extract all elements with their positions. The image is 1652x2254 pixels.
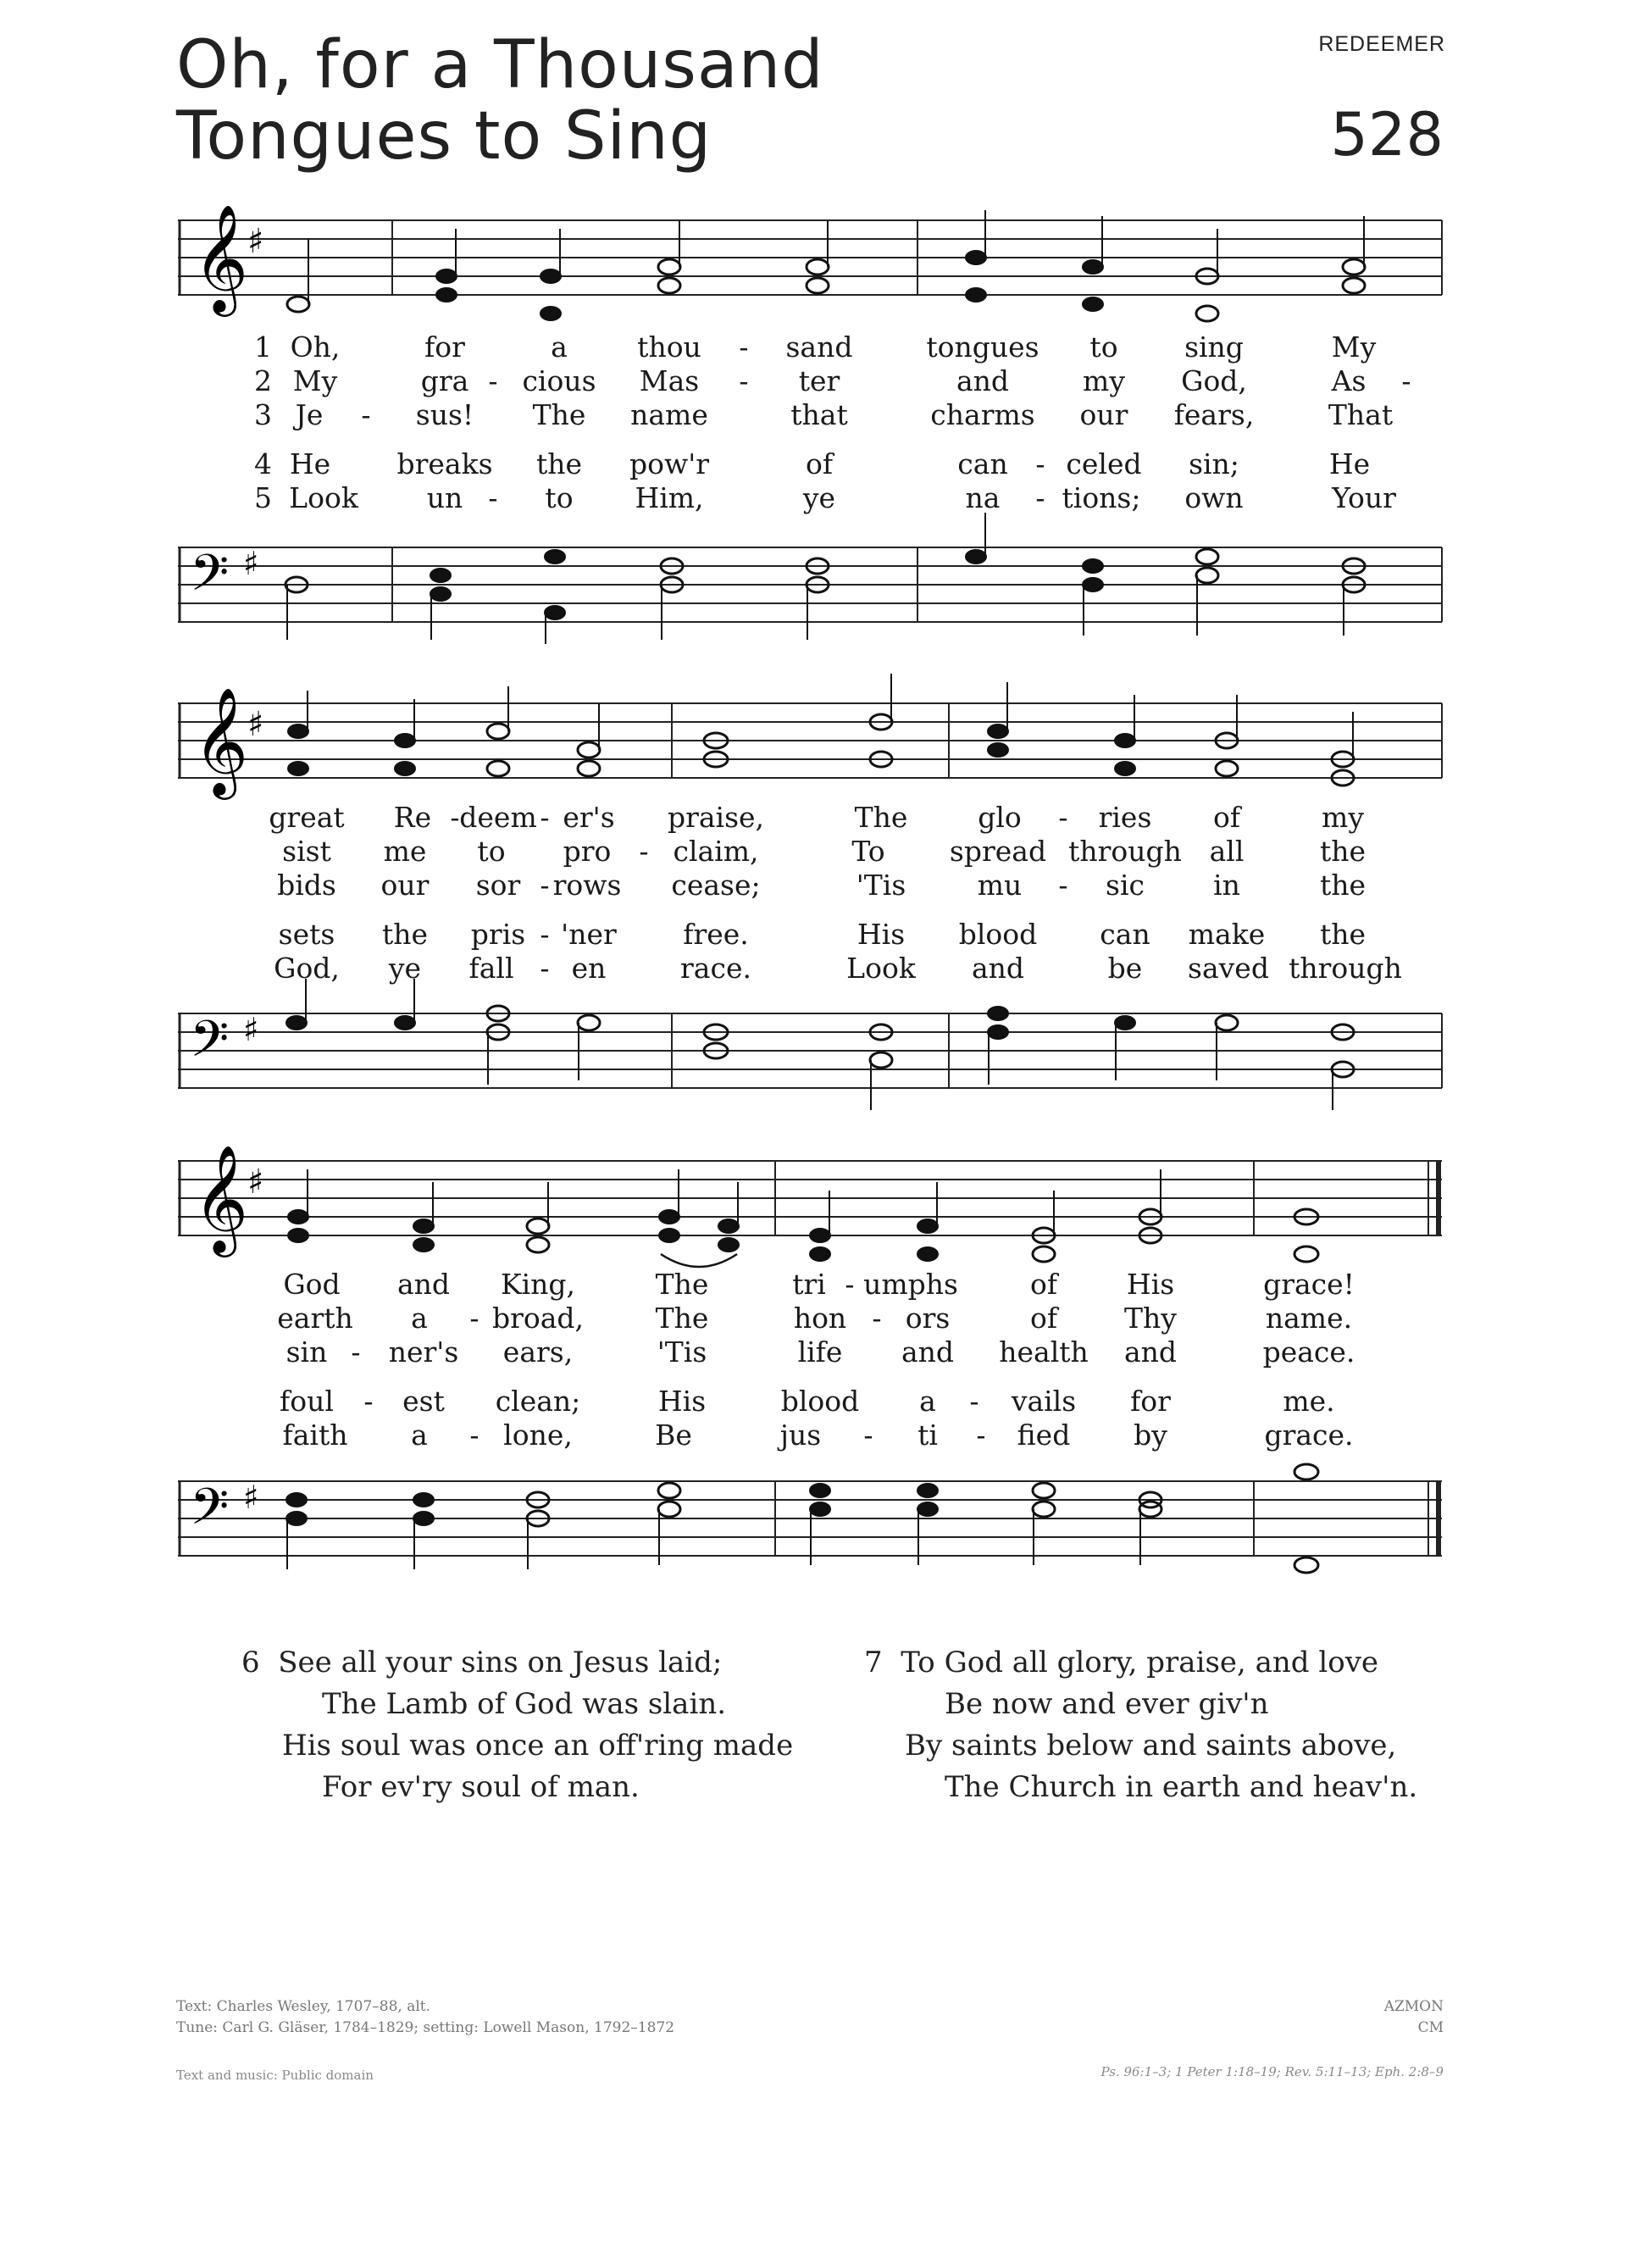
lyric-syllable: our (1079, 398, 1128, 431)
lyric-syllable: ors (905, 1302, 951, 1335)
lyric-syllable: Je (295, 398, 324, 431)
lyric-line (0, 481, 1652, 515)
lyric-syllable: of (1029, 1268, 1058, 1301)
lyric-line (0, 364, 1652, 398)
lyric-syllable: sing (1184, 330, 1244, 364)
lyric-syllable: jus (779, 1418, 822, 1452)
lyric-syllable: 'Tis (856, 869, 906, 902)
lyric-syllable: pow'r (629, 447, 710, 480)
lyric-syllable: - (361, 398, 371, 431)
lyric-syllable: that (790, 398, 848, 431)
lyric-syllable: - (639, 835, 649, 868)
stanza-6 (241, 1642, 793, 1808)
lyric-syllable: ye (802, 481, 836, 514)
lyric-syllable: ears, (502, 1335, 574, 1368)
lyric-syllable: a (411, 1302, 428, 1335)
sharp-icon: ♯ (247, 222, 264, 261)
stanza-line: To God all glory, praise, and love (901, 1646, 1379, 1679)
lyric-syllable: race. (680, 952, 751, 985)
lyric-syllable: God, (274, 952, 340, 985)
lyric-syllable: - (739, 330, 749, 364)
scripture-references: Ps. 96:1–3; 1 Peter 1:18–19; Rev. 5:11–13; Eph. 2:8–9 (1100, 2064, 1444, 2079)
lyric-syllable: gra (420, 364, 469, 397)
lyric-syllable: deem (459, 801, 537, 834)
sharp-icon: ♯ (247, 705, 264, 744)
lyric-syllable: - (450, 801, 460, 834)
lyric-syllable: the (381, 918, 429, 951)
lyric-syllable: - (863, 1418, 873, 1452)
lyric-syllable: sets (278, 918, 335, 951)
lyric-syllable: 'Tis (657, 1335, 707, 1368)
lyric-syllable: of (805, 447, 834, 480)
bass-staff-1 (0, 525, 1652, 644)
lyric-syllable: blood (780, 1385, 860, 1418)
treble-clef-icon: 𝄞 (193, 1144, 249, 1252)
lyric-syllable: ti (917, 1418, 938, 1452)
lyric-line (0, 1418, 1652, 1452)
lyric-syllable: a (551, 330, 568, 364)
lyric-syllable: - (1401, 364, 1411, 397)
lyric-syllable: rows (552, 869, 622, 902)
lyric-syllable: celed (1066, 447, 1142, 480)
lyric-syllable: 3 (254, 398, 272, 431)
lyric-syllable: a (919, 1385, 936, 1418)
sharp-icon: ♯ (243, 1011, 259, 1048)
tune-credit: Tune: Carl G. Gläser, 1784–1829; setting: Lowell Mason, 1792–1872 (176, 2019, 675, 2036)
lyric-syllable: That (1328, 398, 1394, 431)
lyric-syllable: The (854, 801, 908, 834)
lyric-syllable: and (1123, 1335, 1178, 1368)
text-credit: Text: Charles Wesley, 1707–88, alt. (176, 1998, 431, 2015)
lyric-syllable: en (571, 952, 607, 985)
stanza-line: The Church in earth and heav'n. (945, 1770, 1418, 1804)
meter: CM (1417, 2019, 1444, 2036)
treble-clef-icon: 𝄞 (193, 686, 249, 795)
stanza-line: The Lamb of God was slain. (322, 1687, 727, 1721)
lyric-syllable: - (488, 364, 498, 397)
lyric-syllable: - (540, 801, 550, 834)
lyric-syllable: Him, (635, 481, 704, 514)
lyric-syllable: hon (793, 1302, 847, 1335)
lyric-syllable: - (363, 1385, 374, 1418)
lyric-syllable: - (976, 1418, 986, 1452)
stanza-number: 7 (864, 1646, 883, 1679)
hymn-title-line-1: Oh, for a Thousand (176, 27, 824, 103)
lyric-syllable: to (477, 835, 506, 868)
lyric-syllable: and (396, 1268, 451, 1301)
lyric-syllable: - (488, 481, 498, 514)
lyric-syllable: peace. (1262, 1335, 1355, 1368)
bass-clef-icon: 𝄢 (190, 1477, 230, 1548)
stanza-7 (864, 1642, 1417, 1808)
lyric-syllable: in (1213, 869, 1240, 902)
lyric-syllable: God (283, 1268, 341, 1301)
lyric-syllable: - (1035, 481, 1045, 514)
stanza-line: His soul was once an off'ring made (282, 1729, 794, 1763)
lyric-syllable: Look (289, 481, 358, 514)
lyric-syllable: - (540, 918, 550, 951)
lyric-syllable: tions; (1062, 481, 1141, 514)
lyric-syllable: the (1319, 869, 1367, 902)
lyric-syllable: Thy (1124, 1302, 1177, 1335)
lyric-syllable: He (1328, 447, 1371, 480)
bass-clef-icon: 𝄢 (190, 543, 230, 614)
lyric-syllable: charms (930, 398, 1035, 431)
lyric-line (0, 398, 1652, 432)
lyric-syllable: of (1029, 1302, 1058, 1335)
lyric-syllable: tri (792, 1268, 826, 1301)
hymn-number: 528 (1330, 100, 1444, 169)
lyric-syllable: Oh, (290, 330, 341, 364)
lyric-syllable: sic (1106, 869, 1145, 902)
lyric-syllable: by (1134, 1418, 1167, 1452)
lyric-syllable: fears, (1173, 398, 1255, 431)
lyric-syllable: grace! (1263, 1268, 1355, 1301)
lyric-line (0, 952, 1652, 985)
lyric-syllable: cious (522, 364, 596, 397)
lyric-line (0, 1385, 1652, 1418)
lyric-syllable: own (1184, 481, 1244, 514)
lyric-syllable: - (969, 1385, 979, 1418)
credits-block (176, 1996, 674, 2039)
lyric-syllable: Re (393, 801, 432, 834)
lyric-syllable: saved (1188, 952, 1269, 985)
lyric-syllable: glo (978, 801, 1022, 834)
lyric-syllable: Be (655, 1418, 692, 1452)
lyric-syllable: pro (563, 835, 612, 868)
treble-clef-icon: 𝄞 (193, 203, 249, 312)
lyric-syllable: can (957, 447, 1008, 480)
lyric-syllable: blood (958, 918, 1038, 951)
stanza-line: Be now and ever giv'n (945, 1687, 1269, 1721)
lyric-syllable: our (380, 869, 430, 902)
lyric-syllable: na (965, 481, 1001, 514)
lyric-syllable: make (1188, 918, 1266, 951)
lyric-line (0, 447, 1652, 481)
treble-staff-2 (0, 678, 1652, 813)
lyric-syllable: to (1089, 330, 1118, 364)
lyric-syllable: through (1289, 952, 1402, 985)
lyric-syllable: est (402, 1385, 445, 1418)
lyric-syllable: and (956, 364, 1010, 397)
lyric-syllable: er's (563, 801, 615, 834)
lyric-syllable: 1 (254, 330, 272, 364)
lyric-line (0, 918, 1652, 952)
lyric-syllable: through (1068, 835, 1182, 868)
lyric-syllable: cease; (671, 869, 761, 902)
lyric-syllable: - (540, 869, 550, 902)
lyric-line (0, 869, 1652, 902)
lyric-syllable: His (856, 918, 906, 951)
lyric-syllable: un (426, 481, 463, 514)
lyric-syllable: name. (1265, 1302, 1353, 1335)
stanza-line: By saints below and saints above, (905, 1729, 1397, 1763)
lyric-syllable: vails (1011, 1385, 1077, 1418)
lyric-syllable: free. (683, 918, 749, 951)
lyric-syllable: broad, (491, 1302, 585, 1335)
lyric-syllable: all (1209, 835, 1245, 868)
lyric-syllable: grace. (1264, 1418, 1354, 1452)
lyric-syllable: breaks (396, 447, 493, 480)
lyric-syllable: sin (285, 1335, 328, 1368)
lyric-syllable: bids (277, 869, 336, 902)
tune-info (1384, 1996, 1444, 2039)
copyright: Text and music: Public domain (176, 2068, 374, 2083)
lyric-syllable: To (851, 835, 885, 868)
lyric-syllable: - (469, 1302, 480, 1335)
lyric-syllable: name (630, 398, 708, 431)
lyric-syllable: ries (1098, 801, 1152, 834)
lyric-syllable: mu (977, 869, 1023, 902)
lyric-syllable: claim, (673, 835, 759, 868)
lyric-syllable: lone, (503, 1418, 573, 1452)
treble-staff-3 (0, 1135, 1652, 1280)
topic-label: REDEEMER (1318, 32, 1445, 56)
lyric-syllable: foul (280, 1385, 334, 1418)
lyric-syllable: - (872, 1302, 882, 1335)
lyric-syllable: The (655, 1268, 709, 1301)
lyric-syllable: my (1083, 364, 1125, 397)
lyric-syllable: - (739, 364, 749, 397)
lyric-syllable: to (545, 481, 574, 514)
sharp-icon: ♯ (243, 1479, 259, 1516)
lyric-syllable: of (1212, 801, 1241, 834)
bass-staff-3 (0, 1459, 1652, 1578)
lyric-syllable: and (971, 952, 1025, 985)
lyric-syllable: spread (949, 835, 1047, 868)
lyric-line (0, 330, 1652, 364)
lyric-syllable: 'ner (561, 918, 617, 951)
lyric-line (0, 1268, 1652, 1302)
stanza-line: For ev'ry soul of man. (322, 1770, 640, 1804)
lyric-syllable: sor (475, 869, 521, 902)
lyric-syllable: His (657, 1385, 707, 1418)
lyric-syllable: - (845, 1268, 855, 1301)
lyric-syllable: My (1331, 330, 1377, 364)
lyric-syllable: for (1130, 1385, 1171, 1418)
lyric-syllable: the (1319, 918, 1367, 951)
lyric-syllable: The (655, 1302, 709, 1335)
lyric-syllable: clean; (495, 1385, 581, 1418)
lyric-syllable: praise, (667, 801, 765, 834)
lyric-syllable: faith (282, 1418, 348, 1452)
lyric-syllable: the (535, 447, 583, 480)
lyric-syllable: me (383, 835, 427, 868)
sharp-icon: ♯ (247, 1163, 264, 1202)
lyric-syllable: sus! (415, 398, 474, 431)
lyric-syllable: ye (388, 952, 422, 985)
lyric-syllable: great (269, 801, 345, 834)
bass-clef-icon: 𝄢 (190, 1009, 230, 1080)
lyric-syllable: health (999, 1335, 1089, 1368)
lyric-syllable: He (289, 447, 331, 480)
lyric-syllable: me. (1283, 1385, 1335, 1418)
lyric-syllable: 5 (254, 481, 272, 514)
lyric-line (0, 801, 1652, 835)
lyric-syllable: 2 (254, 364, 272, 397)
lyric-syllable: Look (846, 952, 916, 985)
lyric-syllable: - (469, 1418, 480, 1452)
lyric-syllable: tongues (926, 330, 1039, 364)
lyric-syllable: As (1331, 364, 1367, 397)
lyric-syllable: - (1058, 869, 1068, 902)
lyric-syllable: life (797, 1335, 843, 1368)
lyric-syllable: - (1035, 447, 1045, 480)
lyric-syllable: be (1107, 952, 1143, 985)
lyric-syllable: 4 (254, 447, 272, 480)
lyric-syllable: the (1319, 835, 1367, 868)
lyric-syllable: His (1126, 1268, 1175, 1301)
lyric-syllable: Mas (639, 364, 700, 397)
lyric-syllable: can (1100, 918, 1150, 951)
lyric-syllable: - (1058, 801, 1068, 834)
lyric-syllable: King, (500, 1268, 576, 1301)
lyric-syllable: pris (470, 918, 526, 951)
lyric-syllable: sand (785, 330, 853, 364)
lyric-line (0, 1302, 1652, 1335)
lyric-syllable: fied (1017, 1418, 1071, 1452)
lyric-syllable: My (292, 364, 338, 397)
stanza-number: 6 (241, 1646, 260, 1679)
lyric-syllable: ter (798, 364, 840, 397)
bass-staff-2 (0, 991, 1652, 1110)
lyric-syllable: The (532, 398, 586, 431)
lyric-syllable: a (411, 1418, 428, 1452)
lyric-line (0, 835, 1652, 869)
sharp-icon: ♯ (243, 545, 259, 582)
lyric-syllable: - (540, 952, 550, 985)
lyric-syllable: and (901, 1335, 955, 1368)
lyric-syllable: thou (637, 330, 701, 364)
lyric-syllable: fall (468, 952, 514, 985)
tune-name: AZMON (1383, 1998, 1444, 2015)
lyric-syllable: ner's (388, 1335, 459, 1368)
stanza-line: See all your sins on Jesus laid; (278, 1646, 723, 1679)
lyric-syllable: God, (1181, 364, 1247, 397)
lyric-line (0, 1335, 1652, 1369)
lyric-syllable: sin; (1189, 447, 1239, 480)
lyric-syllable: sist (282, 835, 331, 868)
hymn-title-line-2: Tongues to Sing (176, 98, 712, 175)
lyric-syllable: Your (1332, 481, 1396, 514)
lyric-syllable: earth (277, 1302, 353, 1335)
lyric-syllable: my (1322, 801, 1364, 834)
lyric-syllable: for (424, 330, 465, 364)
lyric-syllable: umphs (863, 1268, 958, 1301)
lyric-syllable: - (351, 1335, 361, 1368)
